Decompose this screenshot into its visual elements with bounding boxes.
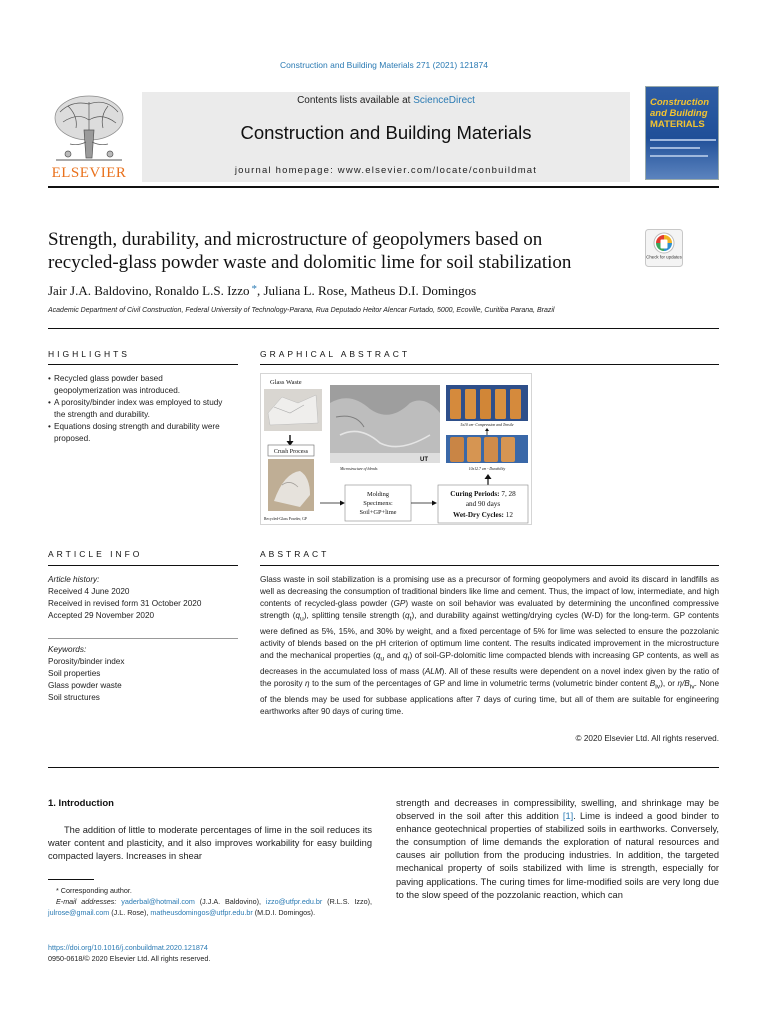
journal-homepage-link[interactable]: journal homepage: www.elsevier.com/locate/conbuildmat <box>234 165 538 176</box>
accepted-date: Accepted 29 November 2020 <box>48 611 155 620</box>
specimen-photo-top <box>446 385 528 421</box>
curing-periods-label: Curing Periods: <box>450 490 500 498</box>
article-info-rule <box>48 565 238 566</box>
doi-block <box>48 942 210 964</box>
curing-days-text: and 90 days <box>465 500 501 508</box>
keywords-block <box>48 644 238 704</box>
cover-decoration <box>650 155 708 157</box>
email-link[interactable]: yaderbal@hotmail.com <box>121 897 195 906</box>
cover-title <box>650 97 716 130</box>
highlight-item: • Equations dosing strength and durability were proposed. <box>48 421 224 445</box>
cover-title-line2: and Building <box>650 108 708 119</box>
specimen-top-caption: 5x10 cm- Compression and Tensile <box>460 423 514 427</box>
highlight-item: • Recycled glass powder based geopolymerization was introduced. <box>48 373 224 397</box>
graphical-abstract-diagram <box>260 373 532 525</box>
wet-dry-text <box>453 511 513 519</box>
journal-name: Construction and Building Materials <box>240 122 532 143</box>
received-date: Received 4 June 2020 <box>48 587 130 596</box>
cover-title-line3: MATERIALS <box>650 119 705 130</box>
elsevier-logo <box>48 92 130 182</box>
article-info-heading: ARTICLE INFO <box>48 549 143 559</box>
contents-prefix: Contents lists available at <box>297 95 414 106</box>
check-for-updates-button[interactable] <box>645 229 683 267</box>
journal-citation-link[interactable]: Construction and Building Materials 271 (2021) 121874 <box>280 60 488 70</box>
abstract-text: Glass waste in soil stabilization is a promising use as a precursor of forming geopolymers and avoid its discard in landfills as well as decreasing the consumption of traditional binders like lime and cement. Thus, the impact of low, intermediate, and high contents of recycled-glass powder (GP) waste on soil behavior was evaluated by determining the unconfined compressive strength $(q_u)$, splitting tensile strength $(q_t)$, and durability against wetting/drying cycles (W-D) for the long-term. GP contents were defined as 5%, 15%, and 30% by weight, and a fixed percentage of 5% for lime was selected to ensure the pozzolanic activity of blends based on the pH criterion of optimum lime content. The results indicated improvement in the microstructure and the mechanical properties ($q_u$ and $q_t$) of soil-GP-dolomitic lime compacted blends with increasing GP contents, as well as decreases in the accumulated loss of mass (ALM). All of these results were dependent on a novel index given by the ratio of the porosity η to the sum of the percentages of GP and lime in volumetric terms (volumetric binder content $B_{iv}$), or $\eta/B_{iv}$. None of the blends may be used for subbase applications after 7 days of curing time, but all of them are suitable for engineering earthworks after 90 days of curing time. <box>260 575 720 716</box>
recycled-glass-caption: Recycled-Glass Powder, GP <box>264 517 307 521</box>
reference-link[interactable]: [1] <box>562 811 574 822</box>
check-updates-icon <box>645 229 683 267</box>
sciencedirect-link[interactable]: ScienceDirect <box>413 95 475 106</box>
keyword-item: Soil properties <box>48 669 101 678</box>
crush-process-label: Crush Process <box>273 449 309 455</box>
check-updates-label: Check for updates <box>646 254 682 260</box>
graphical-abstract-heading: GRAPHICAL ABSTRACT <box>260 349 411 359</box>
keywords-label: Keywords: <box>48 645 87 654</box>
footnote-rule <box>48 879 94 880</box>
keyword-item: Porosity/binder index <box>48 657 125 666</box>
graphical-abstract-rule <box>260 364 719 365</box>
introduction-left-column: The addition of little to moderate percentages of lime in the soil reduces its water content and plasticity, and it also improves workability for easy building compacted layers. Increases in shear <box>48 825 372 862</box>
wet-dry-value: 12 <box>505 511 513 519</box>
abstract-copyright: © 2020 Elsevier Ltd. All rights reserved. <box>575 734 719 743</box>
footnotes <box>48 885 372 918</box>
specimen-photo-bottom <box>446 435 528 463</box>
header-rule <box>48 186 719 188</box>
cover-decoration <box>650 147 700 149</box>
molding-label-3: Soil+GP+lime <box>359 509 397 516</box>
article-title-line1: Strength, durability, and microstructure of geopolymers based on <box>48 229 543 250</box>
article-title-line2: recycled-glass powder waste and dolomitic lime for soil stabilization <box>48 252 572 273</box>
corresponding-author-note: * Corresponding author. <box>56 886 132 895</box>
molding-label-1: Molding <box>366 491 390 498</box>
elsevier-tree-icon <box>48 92 130 164</box>
introduction-right-column: strength and decreases in compressibility, swelling, and shrinkage may be observed in the soil after this addition [1]. Lime is indeed a good binder to enhance geotechnical properties of stabilized soils in earthworks. Conversely, the consumption of lime demands the exploration of natural resources and causes air pollution from the producing industries. In addition, the targeted mechanical property of soils stabilized with lime is strength, especially for paving applications. The curing times for lime-modified soils are very long due to the slow speed of the pozzolanic reaction, which can <box>396 798 719 900</box>
corresponding-author-link[interactable]: * <box>251 283 257 295</box>
authors-before: Jair J.A. Baldovino, Ronaldo L.S. Izzo <box>48 283 250 298</box>
article-history <box>48 574 238 622</box>
contents-available-line <box>142 95 630 106</box>
title-rule <box>48 328 719 329</box>
keywords-rule <box>48 638 238 639</box>
doi-link[interactable]: https://doi.org/10.1016/j.conbuildmat.2020.121874 <box>48 943 208 952</box>
introduction-heading: 1. Introduction <box>48 798 114 809</box>
abstract-heading: ABSTRACT <box>260 549 330 559</box>
wet-dry-label: Wet-Dry Cycles: <box>453 511 504 519</box>
curing-periods-text <box>450 490 516 498</box>
journal-cover-image[interactable] <box>645 86 719 180</box>
issn-line: 0950-0618/© 2020 Elsevier Ltd. All rights reserved. <box>48 954 211 963</box>
highlights-list <box>48 373 224 445</box>
keyword-item: Soil structures <box>48 693 100 702</box>
glass-waste-label: Glass Waste <box>270 379 302 386</box>
cover-decoration <box>650 139 716 141</box>
revised-date: Received in revised form 31 October 2020 <box>48 599 202 608</box>
keyword-item: Glass powder waste <box>48 681 122 690</box>
author-list <box>48 283 476 299</box>
highlights-heading: HIGHLIGHTS <box>48 349 130 359</box>
highlights-rule <box>48 364 238 365</box>
graphical-abstract-figure[interactable] <box>260 373 532 525</box>
svg-text:UT: UT <box>420 457 428 463</box>
authors-after: , Juliana L. Rose, Matheus D.I. Domingos <box>256 283 477 298</box>
email-addresses: E-mail addresses: yaderbal@hotmail.com (J.J.A. Baldovino), izzo@utfpr.edu.br (R.L.S. Izzo), julrose@gmail.com (J.L. Rose), matheusdomingos@utfpr.edu.br (M.D.I. Domingos). <box>48 897 372 917</box>
abstract-rule <box>260 565 719 566</box>
email-link[interactable]: izzo@utfpr.edu.br <box>265 897 323 906</box>
email-link[interactable]: julrose@gmail.com <box>48 908 110 917</box>
author-affiliation: Academic Department of Civil Construction, Federal University of Technology-Parana, Rua Deputado Heitor Alencar Furtado, 5000, Ecoville, Curitiba Parana, Brazil <box>48 307 555 314</box>
molding-label-2: Specimens: <box>363 500 393 507</box>
highlight-item: • A porosity/binder index was employed to study the strength and durability. <box>48 397 224 421</box>
article-title <box>48 228 628 274</box>
email-link[interactable]: matheusdomingos@utfpr.edu.br <box>150 908 253 917</box>
abstract-end-rule <box>48 767 719 768</box>
microstructure-caption: Microstructure of blends <box>340 467 378 471</box>
curing-periods-values: 7, 28 <box>501 490 516 498</box>
elsevier-wordmark: ELSEVIER <box>51 165 127 181</box>
cover-title-line1: Construction <box>650 97 710 108</box>
specimen-bottom-caption: 10x12.7 cm - Durability <box>468 467 506 471</box>
history-label: Article history: <box>48 575 100 584</box>
